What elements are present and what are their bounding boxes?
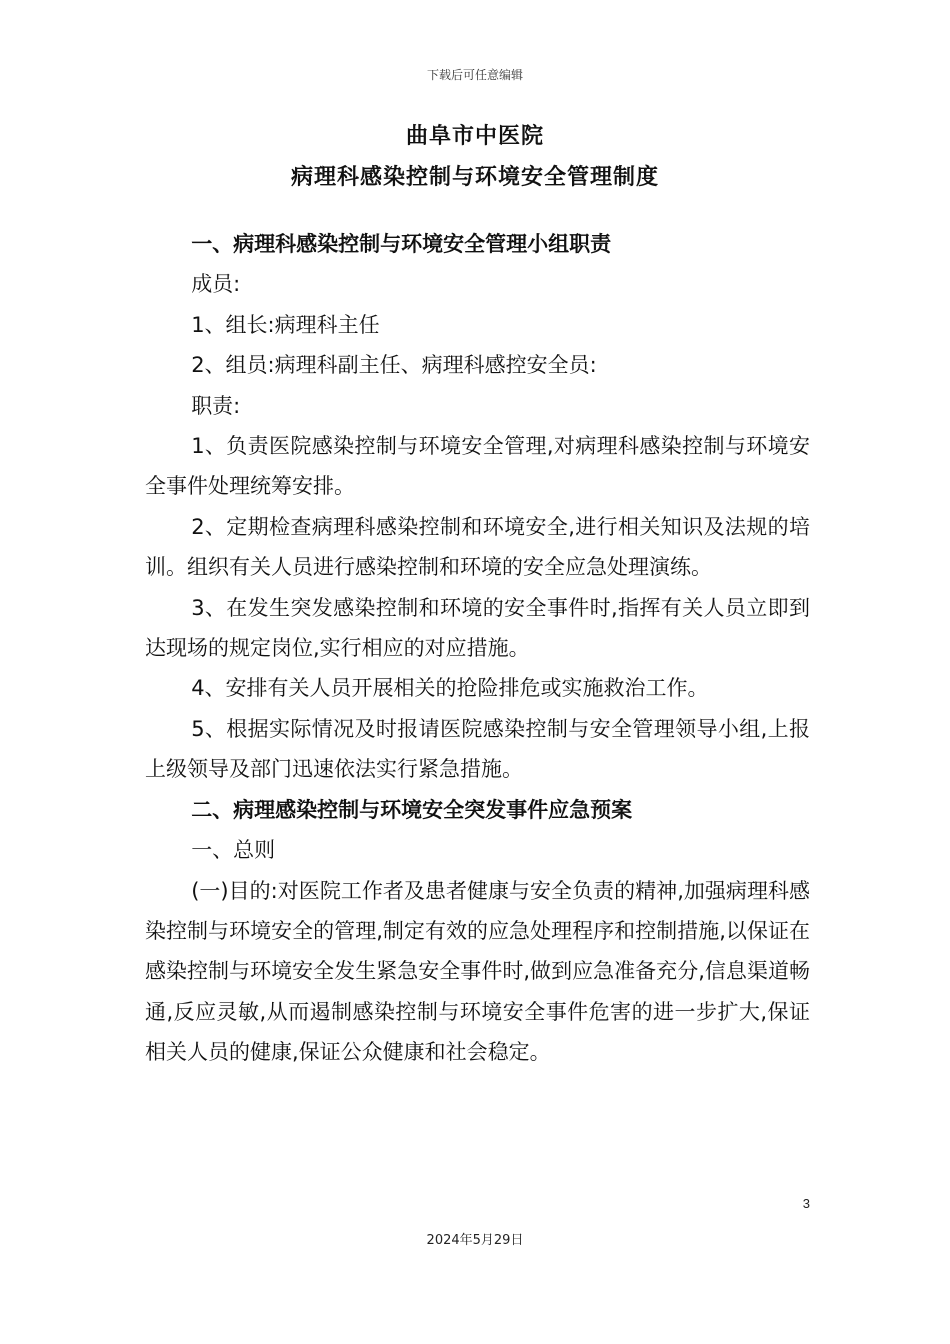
document-title-regulation: 病理科感染控制与环境安全管理制度 bbox=[290, 165, 659, 190]
paragraph: 职责: bbox=[191, 393, 241, 418]
document-title-hospital: 曲阜市中医院 bbox=[405, 124, 544, 149]
section-heading: 二、病理感染控制与环境安全突发事件应急预案 bbox=[191, 797, 633, 822]
paragraph: 1、负责医院感染控制与环境安全管理,对病理科感染控制与环境安全事件处理统筹安排。 bbox=[145, 434, 810, 499]
paragraph: 成员: bbox=[191, 272, 241, 297]
paragraph: 4、安排有关人员开展相关的抢险排危或实施救治工作。 bbox=[191, 676, 709, 701]
section-heading: 一、病理科感染控制与环境安全管理小组职责 bbox=[191, 232, 612, 256]
header-note: 下载后可任意编辑 bbox=[426, 68, 523, 82]
paragraph: 2、组员:病理科副主任、病理科感控安全员: bbox=[191, 353, 597, 378]
document-body bbox=[145, 224, 810, 1073]
paragraph: 5、根据实际情况及时报请医院感染控制与安全管理领导小组,上报上级领导及部门迅速依法实行紧急措施。 bbox=[145, 716, 810, 782]
paragraph: 2、定期检查病理科感染控制和环境安全,进行相关知识及法规的培训。组织有关人员进行感染控制和环境的安全应急处理演练。 bbox=[145, 514, 810, 580]
page-number: 3 bbox=[802, 1196, 810, 1211]
paragraph: 一、总则 bbox=[191, 838, 276, 863]
paragraph: 3、在发生突发感染控制和环境的安全事件时,指挥有关人员立即到达现场的规定岗位,实行相应的对应措施。 bbox=[145, 595, 810, 661]
paragraph: 1、组长:病理科主任 bbox=[191, 312, 380, 337]
footer-date: 2024年5月29日 bbox=[426, 1233, 524, 1248]
paragraph: (一)目的:对医院工作者及患者健康与安全负责的精神,加强病理科感染控制与环境安全的管理,制定有效的应急处理程序和控制措施,以保证在感染控制与环境安全发生紧急安全事件时,做到应急准备充分,信息渠道畅通,反应灵敏,从而遏制感染控制与环境安全事件危害的进一步扩大,保证相关人员的健康,保证公众健康和社会稳定。 bbox=[145, 878, 810, 1065]
